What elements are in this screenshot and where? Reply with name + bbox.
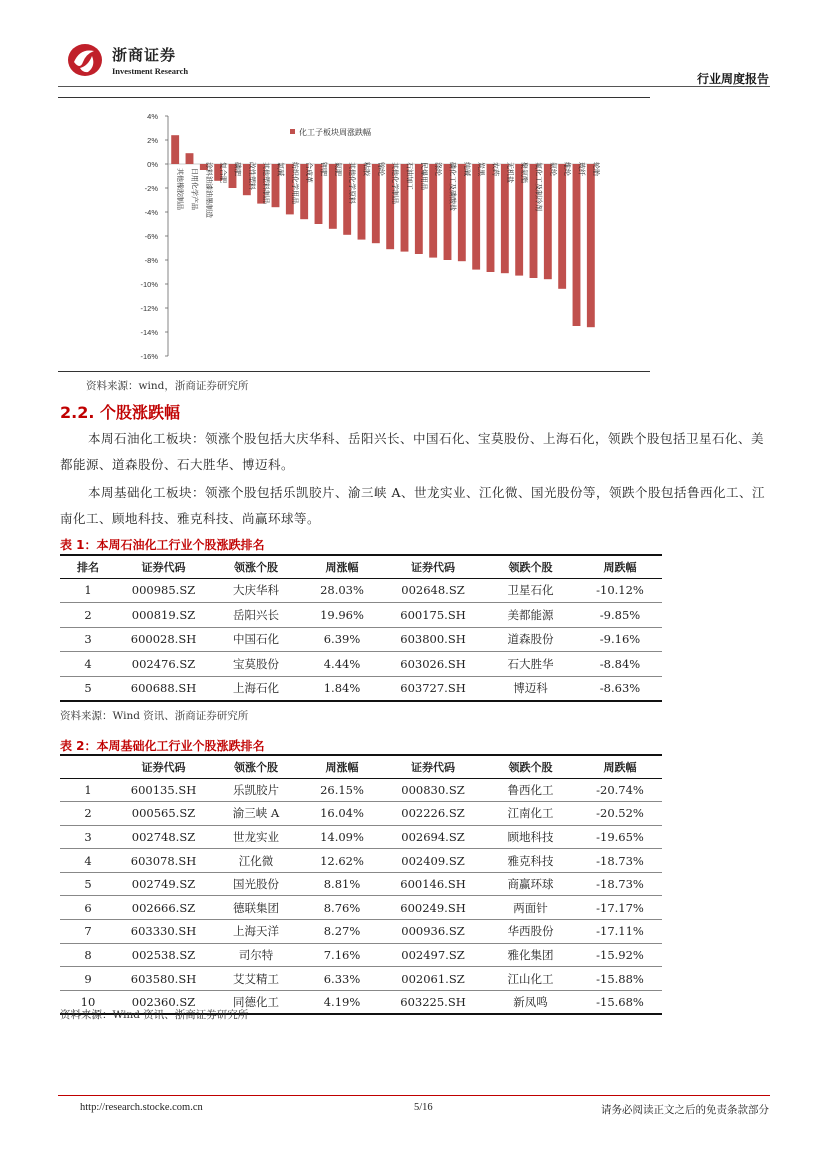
- cell-change-down: -20.52%: [596, 806, 644, 821]
- bar: [573, 164, 581, 326]
- cell-rank: 1: [84, 583, 92, 598]
- table-row: [60, 849, 662, 873]
- y-tick-label: -16%: [140, 352, 158, 361]
- logo-text-cn: 浙商证券: [112, 46, 177, 64]
- cell-rank: 8: [84, 947, 92, 962]
- cell-change-up: 4.19%: [323, 994, 361, 1009]
- cell-code-down: 603026.SH: [400, 657, 466, 672]
- cell-code-down: 603800.SH: [400, 632, 466, 647]
- category-label: 轮胎: [591, 162, 600, 176]
- cell-leader-up: 艾艾精工: [233, 971, 279, 986]
- cell-leader-up: 司尔特: [238, 947, 274, 962]
- table-row: [60, 896, 662, 920]
- category-label: 纯碱: [462, 162, 471, 176]
- cell-code-up: 002749.SZ: [131, 877, 196, 892]
- cell-leader-up: 江化微: [238, 853, 274, 868]
- category-label: 其他化学原料: [348, 162, 357, 204]
- cell-code-down: 600175.SH: [400, 607, 466, 622]
- cell-change-down: -9.85%: [599, 607, 641, 622]
- category-label: 钾肥: [319, 162, 328, 176]
- col-leader-down: 领跌个股: [508, 560, 553, 574]
- report-type-label: 行业周度报告: [696, 72, 769, 86]
- table-row: [60, 578, 662, 603]
- bar: [487, 164, 495, 272]
- bar: [472, 164, 480, 270]
- category-label: 氯碱: [276, 162, 285, 176]
- cell-code-down: 600146.SH: [400, 877, 466, 892]
- bar: [186, 153, 194, 164]
- category-label: 无机盐: [505, 162, 514, 183]
- logo-text-en: Investment Research: [112, 66, 189, 76]
- cell-rank: 5: [84, 681, 92, 696]
- col-code-up: 证券代码: [141, 560, 186, 574]
- table1-caption: 表 1：本周石油化工行业个股涨跌排名: [60, 538, 265, 552]
- cell-leader-up: 世龙实业: [233, 829, 279, 844]
- category-label: 维纶: [563, 162, 572, 176]
- category-label: 炭黑: [477, 162, 486, 176]
- category-label: 纺织化学用品: [290, 162, 299, 204]
- cell-rank: 5: [84, 877, 92, 892]
- cell-change-up: 14.09%: [320, 829, 364, 844]
- cell-change-down: -8.84%: [599, 657, 641, 672]
- cell-leader-up: 宝莫股份: [233, 657, 279, 672]
- cell-leader-down: 雅克科技: [507, 853, 554, 868]
- cell-leader-up: 中国石化: [233, 632, 279, 647]
- header-rule: [58, 86, 770, 87]
- cell-change-down: -18.73%: [596, 853, 644, 868]
- cell-leader-down: 雅化集团: [507, 947, 554, 962]
- company-logo-icon: [66, 42, 104, 78]
- category-label: 玻纤: [577, 162, 586, 176]
- category-label: 合成革: [305, 162, 314, 184]
- table2-source: 资料来源：Wind 资讯、浙商证券研究所: [60, 1009, 249, 1021]
- cell-leader-down: 江山化工: [507, 971, 554, 986]
- table-row: [60, 603, 662, 628]
- category-label: 农药: [491, 162, 500, 176]
- cell-change-down: -15.68%: [596, 994, 644, 1009]
- table-row: [60, 627, 662, 652]
- cell-leader-down: 博迈科: [513, 681, 548, 696]
- cell-change-up: 8.27%: [323, 924, 361, 939]
- cell-change-down: -8.63%: [599, 681, 641, 696]
- cell-leader-up: 德联集团: [233, 900, 279, 915]
- col-leader-up: 领涨个股: [234, 560, 278, 574]
- bar: [544, 164, 552, 279]
- cell-code-down: 000936.SZ: [401, 924, 465, 939]
- table1-source: 资料来源：Wind 资讯、浙商证券研究所: [60, 710, 249, 722]
- cell-rank: 7: [84, 924, 92, 939]
- cell-change-down: -18.73%: [596, 877, 644, 892]
- y-tick-label: -8%: [144, 256, 158, 265]
- cell-leader-up: 岳阳兴长: [233, 607, 279, 622]
- category-label: 日用化学产品: [190, 168, 199, 210]
- cell-change-up: 16.04%: [320, 806, 364, 821]
- col-code-down: 证券代码: [411, 560, 455, 574]
- col-leader-down: 领跌个股: [508, 760, 553, 774]
- y-tick-label: 2%: [147, 136, 158, 145]
- cell-rank: 4: [84, 853, 92, 868]
- cell-code-up: 000985.SZ: [131, 583, 196, 598]
- subsector-change-chart: [58, 98, 650, 370]
- y-tick-label: -4%: [144, 208, 158, 217]
- col-rank: [60, 755, 116, 778]
- cell-leader-down: 美都能源: [507, 607, 554, 622]
- section-title: 2.2. 个股涨跌幅: [60, 403, 180, 422]
- cell-leader-down: 新凤鸣: [513, 994, 548, 1009]
- category-label: 磷化工及磷酸盐: [448, 162, 457, 211]
- bar: [587, 164, 595, 327]
- category-label: 其他橡胶制品: [176, 168, 185, 210]
- cell-leader-down: 卫星石化: [507, 583, 554, 598]
- cell-code-down: 002694.SZ: [401, 829, 465, 844]
- cell-code-up: 002476.SZ: [131, 657, 196, 672]
- cell-code-up: 600028.SH: [130, 632, 197, 647]
- paragraph-petrochemical: 本周石油化工板块：领涨个股包括大庆华科、岳阳兴长、中国石化、宝莫股份、上海石化，领跌个股包括卫星石化、美都能源、道森股份、石大胜华、博迈科。: [60, 431, 765, 472]
- cell-code-down: 603727.SH: [400, 681, 466, 696]
- paragraph-basic-chemical: 本周基础化工板块：领涨个股包括乐凯胶片、渝三峡 A、世龙实业、江化微、国光股份等，领跌个股包括鲁西化工、江南化工、顾地科技、雅克科技、尚赢环球等。: [60, 485, 766, 526]
- category-label: 涂料油漆油墨制造: [204, 162, 213, 218]
- cell-code-down: 002061.SZ: [401, 971, 465, 986]
- petrochemical-stock-table: [60, 554, 662, 702]
- cell-code-down: 002409.SZ: [401, 853, 465, 868]
- cell-rank: 3: [84, 829, 92, 844]
- category-label: 其他塑料制品: [262, 162, 271, 204]
- cell-change-up: 1.84%: [323, 681, 361, 696]
- bar: [458, 164, 466, 261]
- y-tick-label: -2%: [144, 184, 158, 193]
- cell-code-up: 002360.SZ: [131, 994, 196, 1009]
- cell-leader-down: 商赢环球: [507, 877, 554, 892]
- cell-code-up: 603078.SH: [130, 853, 197, 868]
- cell-leader-down: 顾地科技: [507, 829, 554, 844]
- cell-change-down: -15.92%: [596, 947, 644, 962]
- y-tick-label: -6%: [144, 232, 158, 241]
- cell-code-up: 000565.SZ: [131, 806, 196, 821]
- cell-leader-down: 道森股份: [507, 632, 554, 647]
- cell-leader-up: 同德化工: [233, 994, 279, 1009]
- cell-change-up: 8.76%: [323, 900, 361, 915]
- cell-leader-down: 华西股份: [507, 924, 554, 939]
- category-label: 磷肥: [233, 162, 242, 176]
- col-change-up: 周涨幅: [325, 760, 359, 774]
- chart-source: 资料来源：wind，浙商证券研究所: [86, 380, 249, 392]
- table2-caption: 表 2：本周基础化工行业个股涨跌排名: [60, 739, 265, 753]
- footer-url: http://research.stocke.com.cn: [80, 1102, 203, 1113]
- footer-rule: [58, 1095, 770, 1096]
- cell-change-up: 6.33%: [323, 971, 361, 986]
- legend-swatch: [290, 129, 295, 134]
- category-label: 聚氨酯: [520, 162, 529, 183]
- col-change-down: 周跌幅: [603, 760, 637, 774]
- cell-leader-down: 石大胜华: [507, 657, 554, 672]
- footer-disclaimer: 请务必阅读正文之后的免责条款部分: [601, 1104, 769, 1116]
- col-rank: 排名: [77, 560, 99, 574]
- category-label: 民爆用品: [419, 162, 428, 190]
- bar: [171, 135, 179, 164]
- col-leader-up: 领涨个股: [234, 760, 278, 774]
- cell-change-up: 12.62%: [320, 853, 364, 868]
- cell-code-down: 603225.SH: [400, 994, 466, 1009]
- cell-change-up: 6.39%: [323, 632, 361, 647]
- cell-rank: 1: [84, 782, 92, 797]
- cell-code-down: 600249.SH: [400, 900, 466, 915]
- category-label: 其他化学制品: [391, 162, 400, 204]
- table-row: [60, 676, 662, 701]
- cell-leader-up: 上海天洋: [233, 924, 279, 939]
- cell-code-up: 600135.SH: [130, 782, 197, 797]
- category-label: 氨纶: [548, 162, 557, 176]
- table-row: [60, 967, 662, 991]
- cell-code-up: 603330.SH: [130, 924, 197, 939]
- table-row: [60, 802, 662, 826]
- y-tick-label: 4%: [147, 112, 158, 121]
- cell-rank: 10: [80, 994, 96, 1009]
- cell-rank: 3: [84, 632, 92, 647]
- cell-change-down: -9.16%: [599, 632, 641, 647]
- cell-change-up: 26.15%: [320, 782, 364, 797]
- category-label: 改性塑料: [247, 162, 256, 190]
- cell-rank: 9: [84, 971, 92, 986]
- cell-leader-up: 国光股份: [233, 877, 279, 892]
- cell-rank: 2: [84, 607, 92, 622]
- cell-rank: 6: [84, 900, 92, 915]
- cell-code-up: 002538.SZ: [131, 947, 196, 962]
- cell-rank: 2: [84, 806, 92, 821]
- cell-code-up: 000819.SZ: [131, 607, 196, 622]
- category-label: 石油加工: [405, 162, 414, 190]
- cell-code-down: 000830.SZ: [401, 782, 465, 797]
- cell-code-up: 002666.SZ: [131, 900, 196, 915]
- cell-change-down: -20.74%: [596, 782, 644, 797]
- cell-code-down: 002226.SZ: [401, 806, 465, 821]
- cell-leader-up: 上海石化: [233, 681, 279, 696]
- table-row: [60, 872, 662, 896]
- cell-leader-down: 两面针: [513, 900, 548, 915]
- cell-code-up: 002748.SZ: [131, 829, 196, 844]
- category-label: 锦纶: [376, 162, 385, 176]
- cell-change-down: -15.88%: [596, 971, 644, 986]
- table-row: [60, 920, 662, 944]
- table-row: [60, 652, 662, 677]
- col-change-up: 周涨幅: [325, 560, 359, 574]
- col-change-down: 周跌幅: [603, 560, 637, 574]
- cell-code-up: 600688.SH: [130, 681, 197, 696]
- category-label: 氮肥: [333, 162, 342, 176]
- col-code-down: 证券代码: [411, 760, 455, 774]
- y-tick-label: -14%: [140, 328, 158, 337]
- category-label: 涤纶: [434, 162, 443, 176]
- cell-leader-up: 渝三峡 A: [232, 806, 280, 821]
- category-label: 复合肥: [219, 162, 228, 183]
- cell-change-up: 19.96%: [320, 607, 364, 622]
- chart-bottom-rule: [58, 371, 650, 372]
- bar: [429, 164, 437, 258]
- y-tick-label: -12%: [140, 304, 158, 313]
- cell-change-down: -19.65%: [596, 829, 644, 844]
- cell-change-down: -17.17%: [596, 900, 644, 915]
- bar: [558, 164, 566, 289]
- cell-change-up: 4.44%: [323, 657, 361, 672]
- cell-rank: 4: [84, 657, 92, 672]
- basic-chemical-stock-table: [60, 754, 662, 1015]
- cell-code-down: 002648.SZ: [401, 583, 465, 598]
- table-row: [60, 778, 662, 802]
- table-row: [60, 943, 662, 967]
- page-number: 5/16: [414, 1102, 433, 1113]
- category-label: 粘胶: [362, 162, 371, 176]
- category-label: 氟化工及制冷剂: [534, 162, 543, 211]
- cell-leader-down: 鲁西化工: [507, 782, 554, 797]
- table-row: [60, 825, 662, 849]
- cell-leader-up: 乐凯胶片: [233, 782, 279, 797]
- cell-leader-up: 大庆华科: [233, 583, 279, 598]
- cell-change-up: 7.16%: [323, 947, 361, 962]
- cell-change-up: 28.03%: [320, 583, 364, 598]
- cell-change-down: -17.11%: [596, 924, 644, 939]
- y-tick-label: -10%: [140, 280, 158, 289]
- col-code-up: 证券代码: [141, 760, 186, 774]
- cell-change-up: 8.81%: [323, 877, 361, 892]
- cell-code-down: 002497.SZ: [401, 947, 465, 962]
- cell-change-down: -10.12%: [596, 583, 644, 598]
- cell-leader-down: 江南化工: [507, 806, 554, 821]
- legend-label: 化工子板块周涨跌幅: [299, 128, 371, 137]
- cell-code-up: 603580.SH: [130, 971, 197, 986]
- y-tick-label: 0%: [147, 160, 158, 169]
